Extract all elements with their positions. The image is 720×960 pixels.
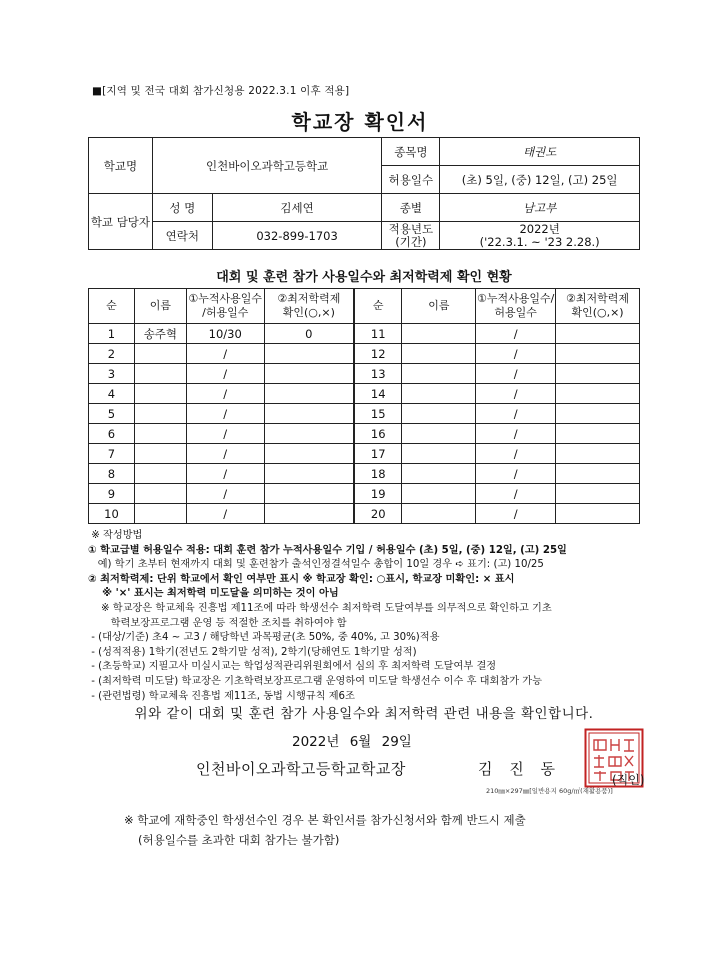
row-min-right	[556, 504, 640, 524]
row-no: 6	[89, 424, 135, 444]
instruction-line: ※ 학교장은 학교체육 진흥법 제11조에 따라 학생선수 최저학력 도달여부를 의무적으로 확인하고 기초	[88, 602, 552, 614]
header-name: 이름	[134, 289, 186, 324]
row-days-right: /	[476, 384, 556, 404]
header-days-right-line1: ①누적사용일수/	[477, 292, 555, 305]
row-no: 2	[89, 344, 135, 364]
instruction-line: ※ 작성방법	[88, 530, 143, 541]
participation-table	[88, 288, 640, 524]
row-no-right: 15	[354, 404, 402, 424]
year-label-line2: (기간)	[395, 234, 427, 249]
row-name-right	[402, 504, 476, 524]
header-days-right	[476, 289, 556, 324]
row-no-right: 16	[354, 424, 402, 444]
issue-date: 2022년 6월 29일	[292, 734, 412, 750]
row-no: 5	[89, 404, 135, 424]
footer-line2: (허용일수를 초과한 대회 참가는 불가함)	[138, 833, 340, 847]
year-value: 2022년	[519, 221, 560, 236]
row-name	[134, 404, 186, 424]
instruction-line: - (초등학교) 지필고사 미실시교는 학업성적관리위원회에서 심의 후 최저학력 도달여부 결정	[88, 661, 497, 673]
confirm-text: 위와 같이 대회 및 훈련 참가 사용일수와 최저학력 관련 내용을 확인합니다.	[134, 706, 594, 722]
name-value: 김세연	[212, 194, 382, 222]
sport-value: 태권도	[440, 138, 640, 166]
principal-name: 김 진 동	[478, 760, 562, 778]
year-label	[382, 222, 440, 250]
year-label-line1: 적용년도	[388, 221, 434, 236]
row-min	[264, 444, 354, 464]
seal-label: (직인)	[612, 773, 645, 787]
row-days-right: /	[476, 444, 556, 464]
row-days-right: /	[476, 484, 556, 504]
header-days-line2: /허용일수	[202, 306, 249, 319]
row-min-right	[556, 444, 640, 464]
instruction-line: - (대상/기준) 초4 ~ 고3 / 해당학년 과목평균(초 50%, 중 40%, 고 30%)적용	[88, 632, 440, 644]
row-no: 9	[89, 484, 135, 504]
table-row	[89, 384, 640, 404]
year-period: ('22.3.1. ~ '23 2.28.)	[479, 234, 600, 249]
row-name: 송주혁	[134, 324, 186, 344]
header-min-right	[556, 289, 640, 324]
table-row	[89, 364, 640, 384]
type-label: 종별	[382, 194, 440, 222]
table-row	[89, 344, 640, 364]
row-name-right	[402, 404, 476, 424]
row-days: /	[186, 464, 264, 484]
row-min	[264, 464, 354, 484]
row-no: 10	[89, 504, 135, 524]
row-days-right: /	[476, 364, 556, 384]
section-title: 대회 및 훈련 참가 사용일수와 최저학력제 확인 현황	[216, 270, 512, 285]
row-min: 0	[264, 324, 354, 344]
header-days-line1: ①누적사용일수	[188, 292, 263, 305]
row-min	[264, 404, 354, 424]
row-days: /	[186, 444, 264, 464]
instruction-line: - (성적적용) 1학기(전년도 2학기말 성적), 2학기(당해연도 1학기말 성적)	[88, 646, 417, 658]
row-days-right: /	[476, 324, 556, 344]
row-days-right: /	[476, 504, 556, 524]
row-no-right: 18	[354, 464, 402, 484]
row-min	[264, 504, 354, 524]
row-no: 1	[89, 324, 135, 344]
row-min	[264, 364, 354, 384]
school-name: 인천바이오과학고등학교	[152, 138, 382, 194]
row-min-right	[556, 484, 640, 504]
footer-note	[124, 810, 526, 850]
table-row	[89, 444, 640, 464]
header-no: 순	[89, 289, 135, 324]
row-days: /	[186, 484, 264, 504]
table-row	[89, 324, 640, 344]
row-days-right: /	[476, 424, 556, 444]
table-header-row	[89, 289, 640, 324]
footer-line1: ※ 학교에 재학중인 학생선수인 경우 본 확인서를 참가신청서와 함께 반드시 제출	[124, 813, 526, 827]
row-days-right: /	[476, 404, 556, 424]
row-days: /	[186, 384, 264, 404]
school-label: 학교명	[89, 138, 153, 194]
header-no-right: 순	[354, 289, 402, 324]
allowed-value: (초) 5일, (중) 12일, (고) 25일	[440, 166, 640, 194]
row-name	[134, 464, 186, 484]
header-min-line1: ②최저학력제	[277, 292, 341, 305]
instruction-line: ② 최저학력제: 단위 학교에서 확인 여부만 표시 ※ 학교장 확인: ○표시, 학교장 미확인: × 표시	[88, 573, 515, 585]
row-min-right	[556, 464, 640, 484]
row-no: 8	[89, 464, 135, 484]
row-days: /	[186, 404, 264, 424]
row-no-right: 12	[354, 344, 402, 364]
row-min	[264, 344, 354, 364]
paper-spec: 210㎜×297㎜[일반용지 60g/㎡(재활용품)]	[486, 787, 613, 795]
header-min	[264, 289, 354, 324]
row-min	[264, 484, 354, 504]
row-days-right: /	[476, 464, 556, 484]
instruction-line: 학력보장프로그램 운영 등 적절한 조치를 취하여야 함	[88, 617, 347, 629]
row-name-right	[402, 364, 476, 384]
header-min-right-line2: 확인(○,×)	[571, 306, 624, 319]
row-min	[264, 384, 354, 404]
row-days: /	[186, 424, 264, 444]
row-no: 7	[89, 444, 135, 464]
row-name	[134, 384, 186, 404]
header-days	[186, 289, 264, 324]
manager-label: 학교 담당자	[89, 194, 153, 250]
row-days: 10/30	[186, 324, 264, 344]
row-name-right	[402, 344, 476, 364]
row-name-right	[402, 424, 476, 444]
row-min-right	[556, 344, 640, 364]
row-name-right	[402, 384, 476, 404]
table-row	[89, 504, 640, 524]
sport-label: 종목명	[382, 138, 440, 166]
row-name	[134, 364, 186, 384]
instruction-line: - (최저학력 미도달) 학교장은 기초학력보장프로그램 운영하여 미도달 학생선수 이수 후 대회참가 가능	[88, 675, 542, 687]
row-no-right: 19	[354, 484, 402, 504]
instruction-line: ※ '×' 표시는 최저학력 미도달을 의미하는 것이 아님	[88, 588, 339, 600]
row-name-right	[402, 484, 476, 504]
row-min-right	[556, 324, 640, 344]
year-value-cell	[440, 222, 640, 250]
instruction-line: - (관련법령) 학교체육 진흥법 제11조, 동법 시행규칙 제6조	[88, 690, 355, 702]
row-name	[134, 424, 186, 444]
header-min-line2: 확인(○,×)	[282, 306, 335, 319]
row-name	[134, 504, 186, 524]
row-name-right	[402, 464, 476, 484]
allowed-label: 허용일수	[382, 166, 440, 194]
row-no-right: 20	[354, 504, 402, 524]
row-days-right: /	[476, 344, 556, 364]
row-no: 3	[89, 364, 135, 384]
instruction-line: 예) 학기 초부터 현재까지 대회 및 훈련참가 출석인정결석일수 총합이 10일 경우 ➪ 표기: (고) 10/25	[88, 559, 544, 571]
row-min-right	[556, 424, 640, 444]
header-name-right: 이름	[402, 289, 476, 324]
row-days: /	[186, 364, 264, 384]
header-min-right-line1: ②최저학력제	[566, 292, 630, 305]
table-row	[89, 464, 640, 484]
row-no: 4	[89, 384, 135, 404]
row-no-right: 13	[354, 364, 402, 384]
row-no-right: 11	[354, 324, 402, 344]
table-row	[89, 404, 640, 424]
row-no-right: 17	[354, 444, 402, 464]
top-note: ■[지역 및 전국 대회 참가신청용 2022.3.1 이후 적용]	[92, 85, 350, 97]
row-name	[134, 344, 186, 364]
row-min-right	[556, 404, 640, 424]
instructions	[88, 529, 648, 704]
table-row	[89, 484, 640, 504]
row-min-right	[556, 384, 640, 404]
page-title: 학교장 확인서	[291, 110, 429, 134]
principal-school: 인천바이오과학고등학교학교장	[196, 760, 406, 778]
instruction-line: ① 학교급별 허용일수 적용: 대회 훈련 참가 누적사용일수 기입 / 허용일수 (초) 5일, (중) 12일, (고) 25일	[88, 544, 567, 556]
type-value: 남고부	[440, 194, 640, 222]
row-no-right: 14	[354, 384, 402, 404]
row-days: /	[186, 344, 264, 364]
header-days-right-line2: 허용일수	[494, 306, 537, 319]
table-row	[89, 424, 640, 444]
row-name	[134, 444, 186, 464]
row-min-right	[556, 364, 640, 384]
row-name-right	[402, 444, 476, 464]
row-name-right	[402, 324, 476, 344]
row-name	[134, 484, 186, 504]
row-min	[264, 424, 354, 444]
name-label: 성 명	[152, 194, 212, 222]
contact-value: 032-899-1703	[212, 222, 382, 250]
info-table	[88, 137, 640, 250]
row-days: /	[186, 504, 264, 524]
contact-label: 연락처	[152, 222, 212, 250]
